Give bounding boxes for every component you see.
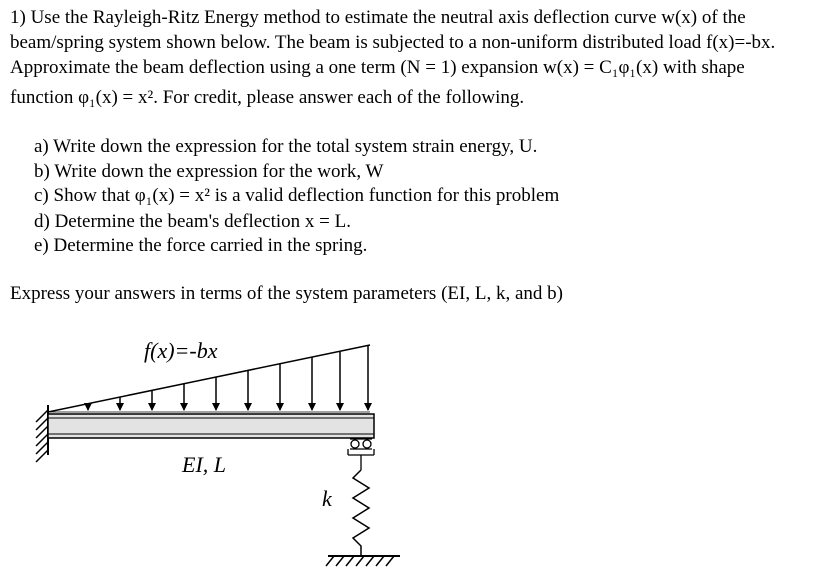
question-e: e) Determine the force carried in the spring. [34, 235, 368, 256]
load-label: f(x)=-bx [144, 338, 218, 363]
ground-support [326, 556, 400, 566]
problem-line-4: function φ₁(x) = x². For credit, please answer each of the following. [10, 87, 525, 108]
question-d: d) Determine the beam's deflection x = L. [34, 211, 351, 232]
problem-line-1: 1) Use the Rayleigh-Ritz Energy method to estimate the neutral axis deflection curve w(x) of the [10, 7, 746, 28]
roller-connector [348, 439, 374, 470]
problem-line-2: beam/spring system shown below. The beam is subjected to a non-uniform distributed load f(x)=-bx. [10, 32, 776, 53]
question-b: b) Write down the expression for the work, W [34, 161, 384, 182]
problem-line-3: Approximate the beam deflection using a one term (N = 1) expansion w(x) = C₁φ₁(x) with shape [10, 57, 745, 78]
beam [48, 414, 374, 438]
spring [353, 470, 369, 556]
question-a: a) Write down the expression for the total system strain energy, U. [34, 136, 538, 157]
fixed-wall [36, 405, 48, 462]
beam-label: EI, L [182, 452, 226, 477]
closing-instruction: Express your answers in terms of the system parameters (EI, L, k, and b) [10, 283, 563, 304]
spring-label: k [322, 486, 332, 511]
question-c: c) Show that φ₁(x) = x² is a valid deflection function for this problem [34, 185, 560, 206]
